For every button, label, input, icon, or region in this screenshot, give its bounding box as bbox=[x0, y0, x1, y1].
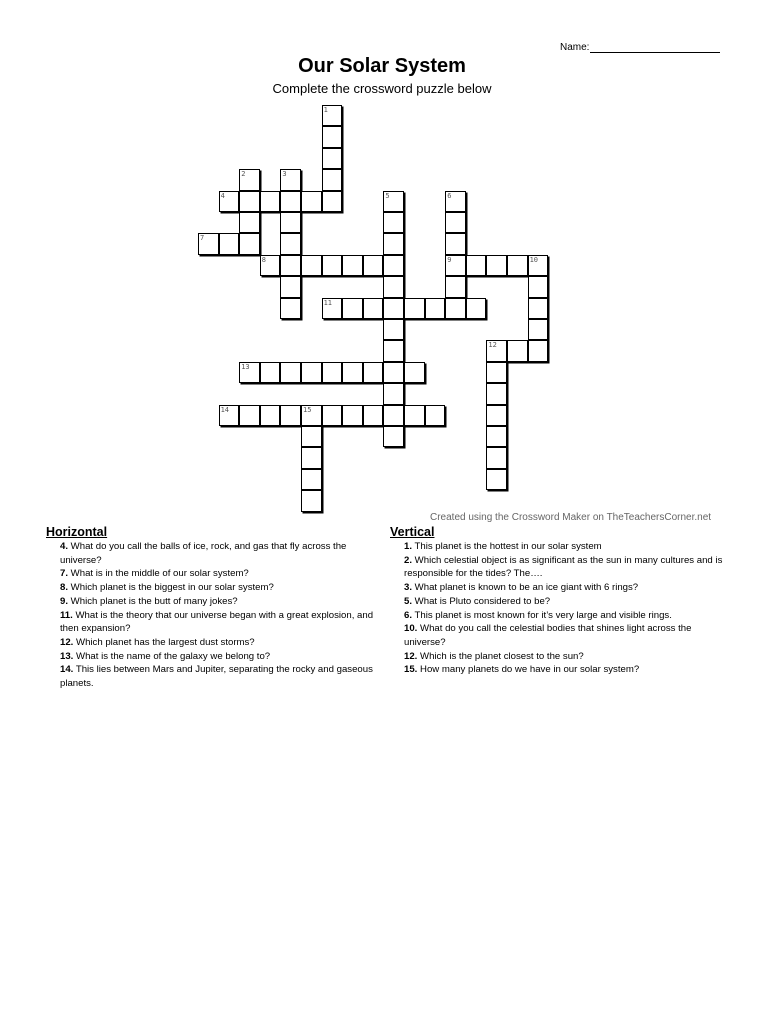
clue-number: 11 bbox=[323, 298, 333, 307]
grid-cell[interactable] bbox=[528, 276, 549, 297]
clue-text: Which celestial object is as significant as the sun in many cultures and is responsible for the tides? The…. bbox=[404, 554, 723, 580]
clue-text: This lies between Mars and Jupiter, separating the rocky and gaseous planets. bbox=[60, 664, 373, 690]
grid-cell[interactable] bbox=[301, 447, 322, 468]
grid-cell[interactable] bbox=[466, 255, 487, 276]
grid-cell[interactable] bbox=[301, 255, 322, 276]
grid-cell-4[interactable] bbox=[219, 191, 240, 212]
horizontal-clue bbox=[46, 609, 376, 636]
grid-cell[interactable] bbox=[486, 383, 507, 404]
clue-number: 10 bbox=[529, 255, 539, 264]
grid-cell[interactable] bbox=[260, 362, 281, 383]
grid-cell[interactable] bbox=[445, 233, 466, 254]
clue-number: 7 bbox=[200, 234, 205, 243]
clue-number: 7. bbox=[60, 568, 69, 580]
grid-cell[interactable] bbox=[322, 255, 343, 276]
grid-cell[interactable] bbox=[301, 191, 322, 212]
grid-cell[interactable] bbox=[528, 319, 549, 340]
grid-cell[interactable] bbox=[486, 405, 507, 426]
grid-cell[interactable] bbox=[383, 319, 404, 340]
clue-text: What is the theory that our universe began with a great explosion, and then expansion? bbox=[60, 609, 374, 635]
grid-cell[interactable] bbox=[280, 191, 301, 212]
clue-number: 5 bbox=[385, 191, 390, 200]
clue-number: 3. bbox=[404, 582, 413, 594]
horizontal-clue bbox=[46, 581, 376, 595]
grid-cell-2[interactable] bbox=[239, 169, 260, 190]
grid-cell[interactable] bbox=[528, 340, 549, 361]
grid-cell-11[interactable] bbox=[322, 298, 343, 319]
vertical-clue bbox=[390, 650, 730, 664]
grid-cell[interactable] bbox=[404, 362, 425, 383]
horizontal-clue bbox=[46, 636, 376, 650]
grid-cell[interactable] bbox=[301, 362, 322, 383]
vertical-clue bbox=[390, 581, 730, 595]
clue-number: 12. bbox=[404, 650, 418, 662]
clue-text: Which planet is the biggest in our solar system? bbox=[68, 582, 274, 594]
clue-number: 3 bbox=[282, 170, 287, 179]
clue-number: 8 bbox=[261, 255, 267, 264]
grid-cell[interactable] bbox=[507, 340, 528, 361]
grid-cell[interactable] bbox=[363, 405, 384, 426]
vertical-clue bbox=[390, 554, 730, 581]
vertical-clue bbox=[390, 609, 730, 623]
grid-cell[interactable] bbox=[280, 298, 301, 319]
grid-cell[interactable] bbox=[280, 255, 301, 276]
vertical-heading: Vertical bbox=[390, 525, 435, 539]
grid-cell[interactable] bbox=[507, 255, 528, 276]
clue-number: 12 bbox=[488, 341, 497, 350]
grid-cell[interactable] bbox=[322, 405, 343, 426]
horizontal-clue bbox=[46, 540, 376, 567]
grid-cell-5[interactable] bbox=[383, 191, 404, 212]
grid-cell-6[interactable] bbox=[445, 191, 466, 212]
clue-number: 4 bbox=[220, 191, 225, 200]
grid-cell[interactable] bbox=[383, 405, 404, 426]
horizontal-clues bbox=[46, 525, 376, 691]
grid-cell-3[interactable] bbox=[280, 169, 301, 190]
grid-cell[interactable] bbox=[445, 276, 466, 297]
grid-cell[interactable] bbox=[383, 276, 404, 297]
grid-cell-13[interactable] bbox=[239, 362, 260, 383]
clue-text: This planet is most known for it’s very large and visible rings. bbox=[412, 609, 672, 621]
grid-cell[interactable] bbox=[342, 298, 363, 319]
clue-number: 6 bbox=[447, 191, 452, 200]
clue-number: 13. bbox=[60, 650, 74, 662]
grid-cell[interactable] bbox=[486, 362, 507, 383]
grid-cell[interactable] bbox=[301, 490, 322, 511]
clue-number: 4. bbox=[60, 541, 69, 552]
clue-text: Which planet has the largest dust storms? bbox=[73, 636, 255, 648]
grid-cell[interactable] bbox=[486, 255, 507, 276]
grid-cell[interactable] bbox=[383, 362, 404, 383]
grid-cell[interactable] bbox=[486, 426, 507, 447]
name-label: Name: bbox=[560, 42, 590, 53]
clue-text: What is in the middle of our solar system? bbox=[68, 568, 249, 580]
clue-text: What is Pluto considered to be? bbox=[412, 595, 551, 607]
clue-number: 9. bbox=[60, 595, 69, 607]
grid-cell[interactable] bbox=[404, 298, 425, 319]
grid-cell[interactable] bbox=[383, 233, 404, 254]
grid-cell[interactable] bbox=[280, 362, 301, 383]
vertical-clue bbox=[390, 622, 730, 649]
grid-cell[interactable] bbox=[486, 447, 507, 468]
clue-number: 13 bbox=[241, 362, 250, 371]
horizontal-clue bbox=[46, 663, 376, 690]
grid-cell-15[interactable] bbox=[301, 405, 322, 426]
clue-number: 5. bbox=[404, 595, 413, 607]
grid-cell[interactable] bbox=[383, 255, 404, 276]
clue-number: 11. bbox=[60, 609, 73, 621]
grid-cell[interactable] bbox=[239, 405, 260, 426]
vertical-clue bbox=[390, 595, 730, 609]
grid-cell[interactable] bbox=[280, 405, 301, 426]
grid-cell[interactable] bbox=[528, 298, 549, 319]
grid-cell[interactable] bbox=[445, 212, 466, 233]
grid-cell[interactable] bbox=[301, 469, 322, 490]
clue-number: 2 bbox=[241, 170, 246, 179]
grid-cell-14[interactable] bbox=[219, 405, 240, 426]
grid-cell[interactable] bbox=[322, 362, 343, 383]
vertical-clue-list bbox=[390, 540, 730, 677]
grid-cell[interactable] bbox=[383, 340, 404, 361]
clue-text: How many planets do we have in our solar system? bbox=[417, 664, 640, 676]
grid-cell[interactable] bbox=[363, 255, 384, 276]
vertical-clues bbox=[390, 525, 730, 677]
grid-cell[interactable] bbox=[260, 405, 281, 426]
grid-cell[interactable] bbox=[322, 169, 343, 190]
clue-text: This planet is the hottest in our solar system bbox=[412, 541, 602, 552]
page-title: Our Solar System bbox=[298, 55, 466, 77]
grid-cell[interactable] bbox=[260, 191, 281, 212]
clue-number: 9 bbox=[447, 255, 452, 264]
grid-cell[interactable] bbox=[425, 298, 446, 319]
grid-cell-10[interactable] bbox=[528, 255, 549, 276]
clue-number: 2. bbox=[404, 554, 413, 566]
clue-number: 1 bbox=[323, 106, 328, 114]
grid-cell[interactable] bbox=[239, 212, 260, 233]
grid-cell[interactable] bbox=[239, 233, 260, 254]
clue-text: What do you call the balls of ice, rock, and gas that fly across the universe? bbox=[60, 541, 347, 566]
grid-cell[interactable] bbox=[280, 212, 301, 233]
clue-number: 15. bbox=[404, 664, 418, 676]
grid-cell[interactable] bbox=[383, 383, 404, 404]
grid-cell[interactable] bbox=[383, 298, 404, 319]
grid-cell[interactable] bbox=[445, 298, 466, 319]
grid-cell[interactable] bbox=[342, 255, 363, 276]
clue-text: What is the name of the galaxy we belong to? bbox=[73, 650, 271, 662]
grid-cell[interactable] bbox=[342, 362, 363, 383]
grid-cell[interactable] bbox=[280, 233, 301, 254]
credit-text: Created using the Crossword Maker on TheTeachersCorner.net bbox=[430, 512, 712, 523]
clue-number: 15 bbox=[303, 405, 312, 414]
horizontal-clue bbox=[46, 595, 376, 609]
vertical-clue bbox=[390, 663, 730, 677]
grid-cell-7[interactable] bbox=[198, 233, 219, 254]
clue-number: 14. bbox=[60, 664, 74, 676]
grid-cell[interactable] bbox=[486, 469, 507, 490]
grid-cell[interactable] bbox=[280, 276, 301, 297]
grid-cell[interactable] bbox=[342, 405, 363, 426]
grid-cell[interactable] bbox=[322, 148, 343, 169]
horizontal-clue bbox=[46, 567, 376, 581]
grid-cell-9[interactable] bbox=[445, 255, 466, 276]
grid-cell[interactable] bbox=[239, 191, 260, 212]
clue-number: 1. bbox=[404, 541, 413, 552]
grid-cell[interactable] bbox=[363, 298, 384, 319]
clue-text: Which planet is the butt of many jokes? bbox=[68, 595, 238, 607]
grid-cell[interactable] bbox=[404, 405, 425, 426]
clue-number: 8. bbox=[60, 582, 69, 594]
grid-cell[interactable] bbox=[466, 298, 487, 319]
clue-text: Which is the planet closest to the sun? bbox=[417, 650, 584, 662]
horizontal-clue-list bbox=[46, 540, 376, 691]
clue-text: What planet is known to be an ice giant with 6 rings? bbox=[412, 582, 639, 594]
clue-number: 6. bbox=[404, 609, 413, 621]
horizontal-clue bbox=[46, 650, 376, 664]
clue-text: What do you call the celestial bodies that shines light across the universe? bbox=[404, 623, 692, 648]
grid-cell[interactable] bbox=[301, 426, 322, 447]
grid-cell[interactable] bbox=[219, 233, 240, 254]
grid-cell[interactable] bbox=[425, 405, 446, 426]
clue-number: 10. bbox=[404, 623, 418, 635]
clue-number: 14 bbox=[220, 405, 230, 414]
grid-cell-1[interactable] bbox=[322, 105, 343, 126]
grid-cell-8[interactable] bbox=[260, 255, 281, 276]
clue-number: 12. bbox=[60, 636, 74, 648]
page-subtitle: Complete the crossword puzzle below bbox=[272, 81, 492, 96]
grid-cell[interactable] bbox=[322, 191, 343, 212]
vertical-clue bbox=[390, 540, 730, 554]
grid-cell[interactable] bbox=[322, 126, 343, 147]
grid-cell[interactable] bbox=[383, 212, 404, 233]
grid-cell[interactable] bbox=[363, 362, 384, 383]
grid-cell[interactable] bbox=[383, 426, 404, 447]
horizontal-heading: Horizontal bbox=[46, 525, 108, 539]
grid-cell-12[interactable] bbox=[486, 340, 507, 361]
